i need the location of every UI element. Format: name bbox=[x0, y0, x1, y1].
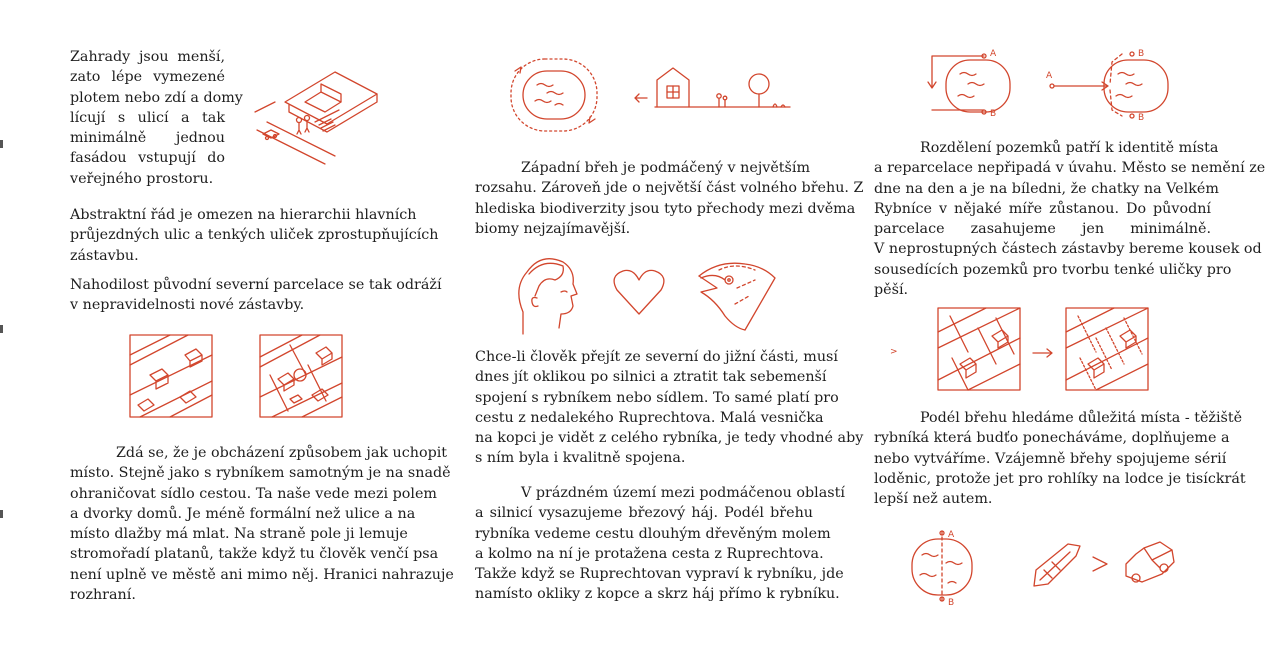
svg-text:>: > bbox=[890, 347, 898, 357]
house-street-illustration bbox=[255, 62, 380, 167]
crop-mark bbox=[0, 140, 3, 148]
svg-text:A: A bbox=[1046, 71, 1053, 81]
heart-icon bbox=[613, 268, 665, 316]
arrow-right-icon bbox=[1032, 348, 1054, 358]
parcel-map-before-illustration bbox=[938, 308, 1020, 390]
human-head-illustration bbox=[515, 252, 580, 337]
right-paragraph-1: Rozdělení pozemků patří k identitě místa a reparcelace nepřipadá v úvahu. Město se nemění ze dne na den a je na bíledni, že chatky na Velkém Rybníce v nějaké míře zůstanou. Do původní parcelace zasahujeme jen minimálně. V neprostupných částech zástavby bereme kousek od sousedících pozemků pro tvorbu tenké uličky pro pěší. bbox=[874, 140, 1266, 299]
svg-text:A: A bbox=[990, 49, 997, 59]
svg-text:B: B bbox=[948, 598, 955, 608]
middle-paragraph-3: V prázdném území mezi podmáčenou oblastí a silnicí vysazujeme březový háj. Podél břehu rybníka vedeme cestu dlouhým dřevěným molem a kolmo na ní je protažena cesta z Ruprechtova. Takže když se Ruprechtovan vypraví k rybníku, jde namísto okliky z kopce a skrz háj přímo k rybníku. bbox=[475, 485, 845, 603]
pond-crossing-diagram bbox=[908, 527, 983, 607]
bird-head-illustration bbox=[695, 258, 780, 333]
left-paragraph-1: Zahrady jsou menší, zato lépe vymezené plotem nebo zdí a domy lícují s ulicí a tak minimálně jednou fasádou vstupují do veřejného prostoru. bbox=[70, 49, 243, 187]
pond-paths-diagram bbox=[922, 48, 1172, 123]
svg-text:A: A bbox=[948, 530, 955, 540]
crop-mark bbox=[0, 325, 3, 333]
middle-paragraph-1: Západní břeh je podmáčený v největším rozsahu. Zároveň jde o největší část volného břehu. Z hlediska biodiverzity jsou tyto přechody mezi dvěma biomy nejzajímavější. bbox=[475, 160, 864, 237]
svg-text:B: B bbox=[1138, 113, 1145, 123]
car-icon bbox=[1122, 538, 1178, 588]
left-paragraph-2: Abstraktní řád je omezen na hierarchii hlavních průjezdných ulic a tenkých uliček zprostupňujících zástavbu. bbox=[70, 207, 439, 264]
crop-mark bbox=[0, 510, 3, 518]
parcel-map-after-illustration bbox=[1066, 308, 1148, 390]
block-map-original-illustration bbox=[130, 335, 212, 417]
left-paragraph-4: Zdá se, že je obcházení způsobem jak uchopit místo. Stejně jako s rybníkem samotným je na snadě ohraničovat sídlo cestou. Ta naše vede mezi polem a dvorky domů. Je méně formální než ulice a na místo dlažby má mlat. Na straně pole ji lemuje stromořadí platanů, takže když tu člověk venčí psa není uplně ve městě ani mimo něj. Hranici nahrazuje rozhraní. bbox=[70, 445, 454, 604]
svg-text:B: B bbox=[1138, 49, 1145, 59]
block-map-new-illustration bbox=[260, 335, 342, 417]
pond-wetland-illustration bbox=[505, 55, 605, 135]
boat-icon bbox=[1030, 540, 1082, 590]
right-paragraph-2: Podél břehu hledáme důležitá místa - těžiště rybníká která budťo ponecháváme, doplňujeme a nebo vytváříme. Vzájemně břehy spojujeme sérií loděnic, protože jet pro rohlíky na lodce je tisíckrát lepší než autem. bbox=[874, 410, 1246, 508]
village-house-illustration bbox=[635, 62, 795, 112]
middle-paragraph-2: Chce-li člověk přejít ze severní do jižní části, musí dnes jít oklikou po silnici a ztratit tak sebemenší spojení s rybníkem nebo sídlem. To samé platí pro cestu z nedalekého Ruprechtova. Malá vesnička na kopci je vidět z celého rybníka, je tedy vhodné aby s ním byla i kvalitně spojena. bbox=[475, 349, 864, 467]
left-paragraph-3: Nahodilost původní severní parcelace se tak odráží v nepravidelnosti nové zástavby. bbox=[70, 277, 442, 314]
svg-text:B: B bbox=[990, 109, 997, 119]
